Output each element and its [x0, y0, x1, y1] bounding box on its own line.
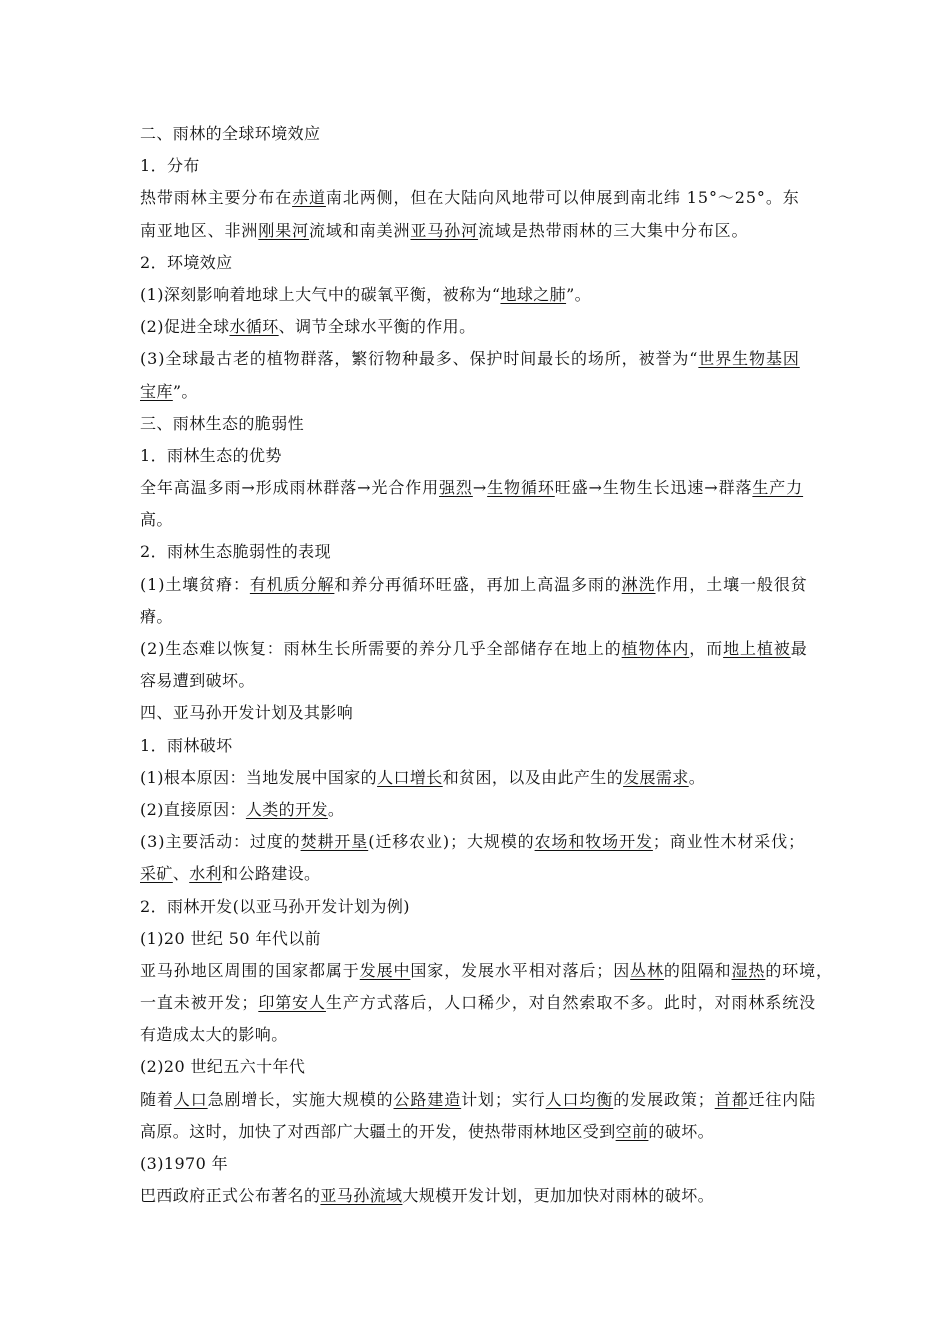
- text-segment: 的破坏。: [648, 1121, 715, 1141]
- text-segment: 最: [790, 639, 808, 658]
- text-segment: (2)20 世纪五六十年代: [140, 1057, 306, 1077]
- text-line: [140, 923, 820, 955]
- text-segment: (1)20 世纪 50 年代以前: [140, 928, 322, 948]
- text-line: [140, 955, 833, 987]
- text-line: [140, 343, 820, 375]
- underlined-answer: 赤道: [292, 188, 326, 208]
- text-segment: 二、雨林的全球环境效应: [140, 124, 321, 143]
- text-line: [140, 762, 820, 794]
- text-segment: 大规模开发计划，更加加快对雨林的破坏。: [402, 1186, 715, 1206]
- text-line: [140, 1180, 820, 1212]
- text-segment: 和贫困，以及由此产生的: [442, 767, 624, 787]
- underlined-answer: 公路建造: [393, 1089, 462, 1109]
- text-segment: 生产方式落后，人口稀少，对自然索取不多。此时，对雨林系统没: [325, 993, 817, 1013]
- underlined-answer: 丛林: [630, 960, 664, 980]
- text-segment: ”。: [566, 284, 592, 304]
- underlined-answer: 人口: [173, 1089, 208, 1109]
- underlined-answer: 首都: [714, 1089, 749, 1109]
- text-segment: 南北两侧，但在大陆向风地带可以伸展到南北纬 15°～25°。东: [325, 188, 800, 208]
- text-line: [140, 858, 820, 890]
- text-segment: ，而: [689, 639, 724, 658]
- text-line: [140, 1148, 820, 1180]
- text-line: [140, 150, 820, 182]
- text-segment: 流域是热带雨林的三大集中分布区。: [478, 220, 749, 240]
- text-line: [140, 472, 820, 504]
- underlined-answer: 刚果河: [258, 220, 310, 240]
- text-segment: 巴西政府正式公布著名的: [140, 1186, 321, 1206]
- underlined-answer: 发展中: [359, 960, 411, 980]
- text-line: [140, 633, 820, 665]
- text-segment: 1．雨林破坏: [140, 735, 233, 755]
- underlined-answer: 生物循环: [487, 478, 555, 498]
- text-line: [140, 1084, 820, 1116]
- text-segment: 流域和南美洲: [309, 220, 411, 240]
- text-segment: 和公路建设。: [222, 864, 321, 884]
- text-segment: 。: [327, 799, 345, 819]
- underlined-answer: 亚马孙流域: [320, 1186, 403, 1206]
- text-line: [140, 536, 820, 568]
- text-segment: (2)直接原因：: [140, 799, 246, 819]
- underlined-answer: 有机质分解: [249, 574, 335, 594]
- text-line: [140, 601, 820, 633]
- text-line: [140, 569, 820, 601]
- text-segment: 急剧增长，实施大规模的: [207, 1089, 394, 1109]
- text-line: [140, 826, 820, 858]
- text-segment: ”。: [172, 381, 198, 401]
- text-segment: 的阻隔和: [663, 960, 732, 980]
- text-line: [140, 665, 820, 697]
- text-line: [140, 891, 820, 923]
- underlined-answer: 亚马孙河: [410, 220, 479, 240]
- text-segment: 三、雨林生态的脆弱性: [140, 413, 305, 433]
- text-segment: 、: [172, 864, 190, 884]
- text-segment: (1)土壤贫瘠：: [140, 574, 250, 594]
- text-segment: 的环境，: [765, 960, 833, 980]
- text-segment: 国家，发展水平相对落后；因: [410, 960, 631, 980]
- text-segment: 作用，土壤一般很贫: [655, 574, 808, 594]
- text-segment: (1)根本原因：当地发展中国家的: [140, 767, 378, 787]
- underlined-answer: 水利: [189, 864, 223, 884]
- text-segment: 一直未被开发；: [140, 993, 259, 1013]
- text-segment: 南亚地区、非洲: [140, 220, 259, 240]
- text-segment: 容易遭到破坏。: [140, 671, 255, 691]
- underlined-answer: 植物体内: [621, 639, 690, 658]
- text-line: [140, 1051, 820, 1083]
- underlined-answer: 人口均衡: [545, 1089, 614, 1109]
- underlined-answer: 生产力: [752, 478, 804, 498]
- underlined-answer: 水循环: [229, 317, 279, 337]
- text-line: [140, 1116, 820, 1148]
- text-segment: 。: [688, 767, 706, 787]
- text-segment: (2)促进全球: [140, 317, 230, 337]
- text-segment: 1．分布: [140, 156, 200, 176]
- text-line: [140, 311, 820, 343]
- text-line: [140, 730, 820, 762]
- text-segment: 旺盛→生物生长迅速→群落: [554, 478, 753, 498]
- text-segment: 四、亚马孙开发计划及其影响: [140, 703, 354, 723]
- text-segment: ；商业性木材采伐；: [652, 832, 805, 852]
- text-line: [140, 440, 820, 472]
- underlined-answer: 湿热: [731, 960, 766, 980]
- text-segment: 高原。这时，加快了对西部广大疆土的开发，使热带雨林地区受到: [140, 1121, 616, 1141]
- text-segment: 亚马孙地区周围的国家都属于: [140, 960, 360, 980]
- text-line: [140, 118, 820, 150]
- text-segment: 和养分再循环旺盛，再加上高温多雨的: [334, 574, 622, 594]
- underlined-answer: 采矿: [140, 864, 173, 884]
- text-segment: (迁移农业)；大规模的: [368, 832, 535, 852]
- text-line: [140, 1019, 820, 1051]
- text-line: [140, 504, 820, 536]
- text-line: [140, 215, 820, 247]
- text-segment: (3)1970 年: [140, 1154, 229, 1173]
- underlined-answer: 世界生物基因: [698, 349, 800, 369]
- underlined-answer: 宝库: [140, 381, 173, 401]
- text-segment: 1．雨林生态的优势: [140, 445, 282, 465]
- text-line: [140, 987, 820, 1019]
- text-segment: 瘠。: [140, 606, 173, 626]
- text-segment: 热带雨林主要分布在: [140, 188, 293, 208]
- text-segment: 全年高温多雨→形成雨林群落→光合作用: [140, 478, 440, 498]
- underlined-answer: 发展需求: [623, 767, 689, 787]
- text-segment: 有造成太大的影响。: [140, 1025, 288, 1045]
- text-segment: 的发展政策；: [613, 1089, 715, 1109]
- text-segment: 2．雨林生态脆弱性的表现: [140, 542, 331, 562]
- underlined-answer: 焚耕开垦: [300, 832, 369, 852]
- underlined-answer: 农场和牧场开发: [534, 832, 653, 852]
- text-segment: 2．雨林开发(以亚马孙开发计划为例): [140, 896, 410, 916]
- document-page: [140, 118, 833, 1212]
- text-line: [140, 408, 820, 440]
- underlined-answer: 淋洗: [621, 574, 656, 594]
- text-segment: 计划；实行: [461, 1089, 546, 1109]
- text-segment: 2．环境效应: [140, 252, 233, 272]
- underlined-answer: 印第安人: [258, 993, 326, 1013]
- text-line: [140, 376, 820, 408]
- text-line: [140, 182, 820, 214]
- text-segment: (1)深刻影响着地球上大气中的碳氧平衡，被称为“: [140, 284, 501, 304]
- text-line: [140, 697, 820, 729]
- text-segment: →: [472, 478, 488, 498]
- underlined-answer: 人口增长: [377, 767, 443, 787]
- underlined-answer: 地上植被: [723, 639, 791, 658]
- text-segment: 随着: [140, 1089, 174, 1109]
- text-segment: (3)全球最古老的植物群落，繁衍物种最多、保护时间最长的场所，被誉为“: [140, 349, 699, 369]
- text-segment: 迁往内陆: [748, 1089, 817, 1109]
- text-segment: (3)主要活动：过度的: [140, 832, 301, 852]
- text-line: [140, 279, 820, 311]
- text-segment: (2)生态难以恢复：雨林生长所需要的养分几乎全部储存在地上的: [140, 639, 622, 658]
- text-segment: 、调节全球水平衡的作用。: [278, 317, 476, 337]
- underlined-answer: 地球之肺: [500, 284, 567, 304]
- text-line: [140, 247, 820, 279]
- underlined-answer: 空前: [615, 1121, 649, 1141]
- text-segment: 高。: [140, 510, 173, 530]
- text-line: [140, 794, 820, 826]
- underlined-answer: 人类的开发: [245, 799, 328, 819]
- underlined-answer: 强烈: [439, 478, 473, 498]
